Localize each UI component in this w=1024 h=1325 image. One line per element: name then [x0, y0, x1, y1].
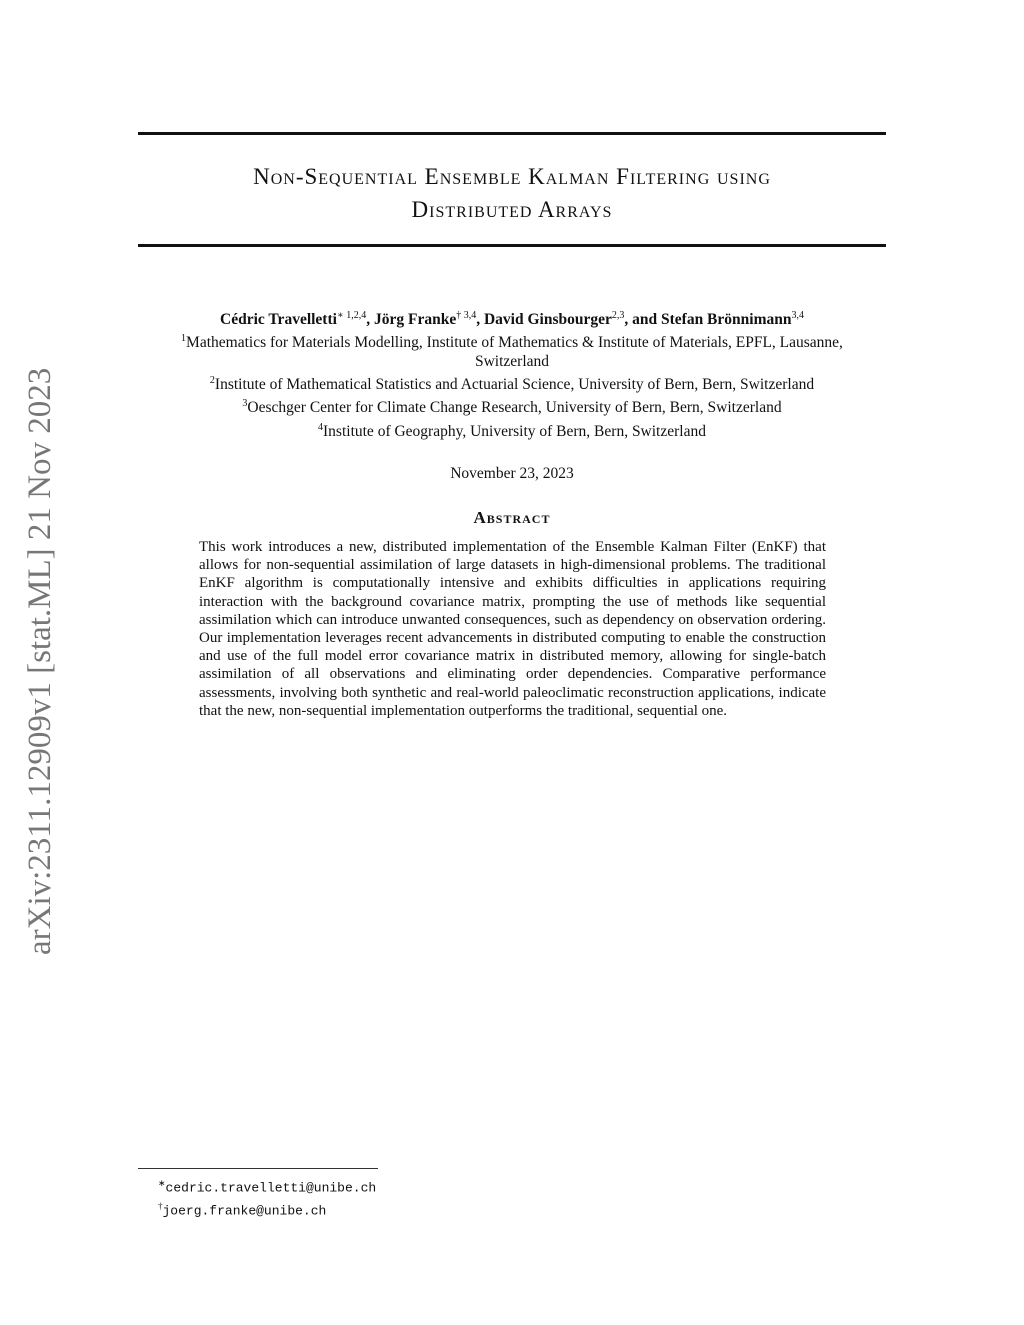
author-3: , David Ginsbourger	[476, 311, 612, 329]
affiliation-2-text: Institute of Mathematical Statistics and Actuarial Science, University of Bern, Bern, Switzerland	[214, 376, 815, 394]
author-4-affil: 3,4	[791, 310, 804, 321]
affiliation-4-number: 4	[318, 421, 324, 433]
abstract-heading: Abstract	[473, 508, 551, 527]
affiliation-4	[138, 418, 886, 441]
footnote-2-mark: †	[158, 1201, 163, 1212]
affiliation-1-continued: Switzerland	[474, 353, 550, 371]
author-names	[138, 306, 886, 329]
title-rule-top	[138, 132, 886, 135]
affiliation-3-text: Oeschger Center for Climate Change Research, University of Bern, Bern, Switzerland	[247, 399, 782, 417]
affiliation-4-text: Institute of Geography, University of Bern, Bern, Switzerland	[323, 422, 706, 440]
footnote-1	[158, 1174, 376, 1197]
affiliation-2-number: 2	[209, 375, 215, 387]
author-block	[138, 306, 886, 441]
affiliation-1-number: 1	[181, 333, 187, 345]
footnote-1-email: cedric.travelletti@unibe.ch	[165, 1180, 377, 1196]
footnote-2	[158, 1197, 376, 1220]
footnote-2-email: joerg.franke@unibe.ch	[162, 1203, 327, 1219]
author-1-affil: ∗ 1,2,4	[336, 310, 367, 321]
author-1: Cédric Travelletti	[220, 311, 337, 329]
author-3-affil: 2,3	[611, 310, 625, 321]
footnote-1-mark: ∗	[158, 1178, 166, 1188]
arxiv-identifier: arXiv:2311.12909v1 [stat.ML] 21 Nov 2023	[22, 367, 58, 955]
paper-title	[138, 160, 886, 226]
abstract-body: This work introduces a new, distributed implementation of the Ensemble Kalman Filter (EnKF) that allows for non-sequential assimilation of large datasets in high-dimensional problems. The traditional EnKF algorithm is computationally intensive and exhibits difficulties in applications requiring interaction with the background covariance matrix, prompting the use of methods like sequential assimilation which can introduce unwanted consequences, such as dependency on observation ordering. Our implementation leverages recent advancements in distributed computing to enable the construction and use of the full model error covariance matrix in distributed memory, allowing for single-batch assimilation of all observations and eliminating order dependencies. Comparative performance assessments, involving both synthetic and real-world paleoclimatic reconstruction applications, indicate that the new, non-sequential implementation outperforms the traditional, sequential one.	[199, 539, 826, 719]
affiliation-1	[138, 329, 886, 352]
title-line-1: Non-Sequential Ensemble Kalman Filtering using	[253, 164, 771, 189]
footnote-rule	[138, 1168, 378, 1169]
title-rule-bottom	[138, 244, 886, 247]
affiliation-3-number: 3	[242, 398, 248, 410]
title-line-2: Distributed Arrays	[411, 197, 613, 222]
footnotes	[158, 1174, 376, 1221]
affiliation-1-text: Mathematics for Materials Modelling, Institute of Mathematics & Institute of Materials, EPFL, Lausanne,	[186, 334, 843, 352]
author-2-affil: † 3,4	[456, 310, 477, 321]
publication-date: November 23, 2023	[450, 465, 574, 482]
author-4: , and Stefan Brönnimann	[624, 311, 792, 329]
affiliation-3	[138, 394, 886, 417]
author-2: , Jörg Franke	[366, 311, 457, 329]
affiliation-2	[138, 371, 886, 394]
